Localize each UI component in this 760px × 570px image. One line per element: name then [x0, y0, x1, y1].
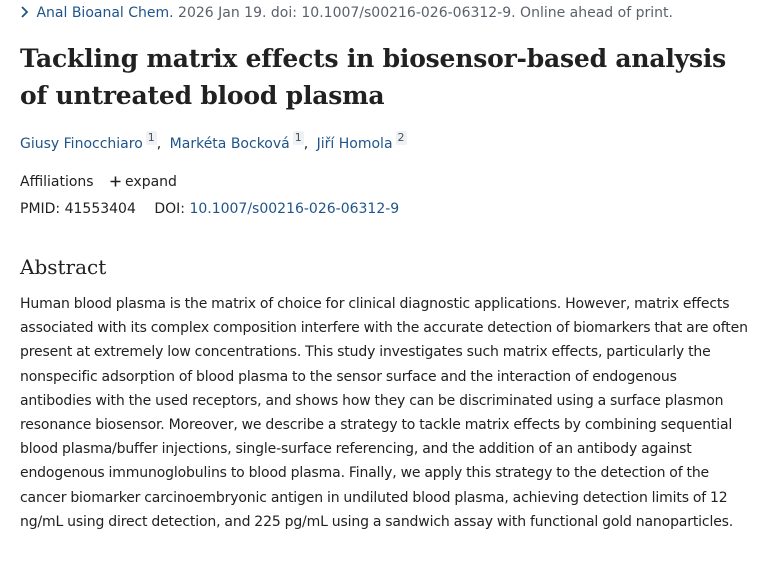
- expand-label: expand: [125, 174, 177, 190]
- abstract-heading: Abstract: [20, 255, 107, 279]
- affiliation-ref[interactable]: 1: [147, 131, 155, 144]
- citation-details: 2026 Jan 19. doi: 10.1007/s00216-026-06312-9. Online ahead of print.: [173, 5, 673, 21]
- article-title: Tackling matrix effects in biosensor-based analysis of untreated blood plasma: [20, 44, 727, 110]
- doi-label: DOI:: [154, 201, 185, 217]
- author-link[interactable]: Jiří Homola: [316, 136, 393, 152]
- doi-link[interactable]: 10.1007/s00216-026-06312-9: [189, 201, 400, 217]
- abstract-text: Human blood plasma is the matrix of choice for clinical diagnostic applications. However, matrix effects associated with its complex composition interfere with the accurate detection of biomarkers that are often present at extremely low concentrations. This study investigates such matrix effects, particularly the nonspecific adsorption of blood plasma to the sensor surface and the interaction of endogenous antibodies with the used receptors, and shows how they can be discriminated using a surface plasmon resonance biosensor. Moreover, we describe a strategy to tackle matrix effects by combining sequential blood plasma/buffer injections, single-surface referencing, and the addition of an antibody against endogenous immunoglobulins to blood plasma. Finally, we apply this strategy to the detection of the cancer biomarker carcinoembryonic antigen in undiluted blood plasma, achieving detection limits of 12 ng/mL using direct detection, and 225 pg/mL using a sandwich assay with functional gold nanoparticles.: [20, 296, 748, 530]
- pmid-value: 41553404: [64, 201, 136, 217]
- author-link[interactable]: Markéta Bocková: [169, 136, 290, 152]
- affiliations-row: [20, 171, 177, 193]
- affiliation-ref[interactable]: 2: [397, 131, 405, 144]
- pmid-label: PMID:: [20, 201, 61, 217]
- identifiers-row: [20, 198, 399, 220]
- expand-affiliations-button[interactable]: [110, 174, 177, 190]
- authors-list: [20, 133, 407, 155]
- author-separator: ,: [156, 136, 162, 152]
- affiliation-ref[interactable]: 1: [294, 131, 302, 144]
- citation-line: [20, 3, 673, 23]
- plus-icon: [110, 171, 121, 193]
- journal-link[interactable]: Anal Bioanal Chem.: [36, 5, 174, 21]
- chevron-right-icon[interactable]: [20, 3, 32, 23]
- affiliations-label: Affiliations: [20, 174, 94, 190]
- author-link[interactable]: Giusy Finocchiaro: [20, 136, 143, 152]
- author-separator: ,: [303, 136, 309, 152]
